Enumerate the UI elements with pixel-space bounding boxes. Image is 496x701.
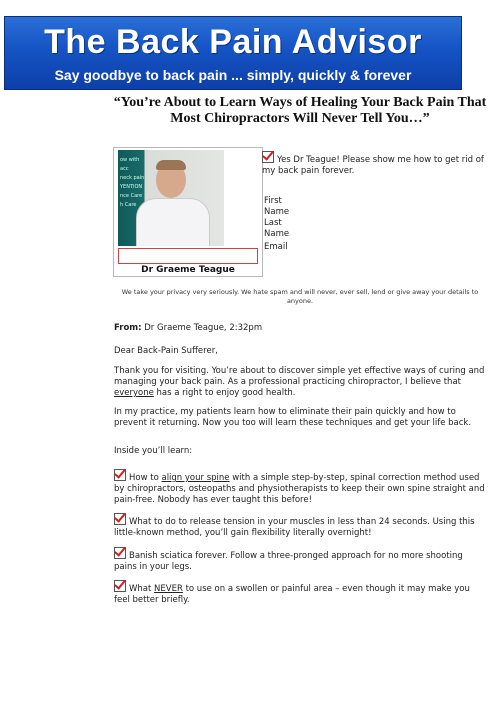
last-name-label: Last Name (264, 218, 290, 239)
bullet-text: with a simple step-by-step, spinal correction method used by chiropractors, osteopaths and physiotherapists to keep their own spine straight and pain-free. Nobody has ever taught this before! (114, 473, 485, 505)
bullet-text: to use on a swollen or painful area – even though it may make you feel better briefly. (114, 584, 470, 605)
p1-text-b: has a right to enjoy good health. (153, 388, 296, 398)
letter-from (114, 323, 486, 334)
photo-background-sign: ow with acc neck pain YENTION nce Care h Care (120, 157, 145, 208)
bullet-text: What (129, 584, 155, 594)
p1-underlined: everyone (114, 388, 154, 398)
checkbox-icon[interactable] (262, 151, 274, 163)
check-icon (114, 547, 126, 559)
bullet-text: How to (129, 473, 162, 483)
site-banner (4, 16, 462, 90)
photo-person-body (136, 198, 210, 246)
check-icon (114, 513, 126, 525)
bullet-item (114, 580, 486, 606)
p1-text-a: Thank you for visiting. You’re about to discover simple yet effective ways of curing and managing your back pain. As a professional practicing chiropractor, I believe that (114, 366, 485, 387)
from-value: Dr Graeme Teague, 2:32pm (144, 323, 263, 333)
bullet-underlined: align your spine (161, 473, 230, 483)
first-name-label: First Name (264, 196, 290, 217)
email-label: Email (264, 242, 288, 252)
salutation: Dear Back-Pain Sufferer, (114, 346, 218, 356)
optin-checkbox-text: Yes Dr Teague! Please show me how to get rid of my back pain forever. (262, 155, 484, 176)
doctor-photo (118, 150, 224, 246)
photo-caption: Dr Graeme Teague (141, 265, 235, 275)
photo-person-hair (156, 160, 186, 170)
letter-paragraph-2: In my practice, my patients learn how to eliminate their pain quickly and how to prevent it returning. Now you too will learn these techniques and get your life back. (114, 407, 472, 428)
bullet-item (114, 513, 486, 539)
bullet-item (114, 547, 486, 573)
bullet-item (114, 469, 486, 506)
check-icon (114, 580, 126, 592)
from-label: From: (114, 323, 142, 333)
optin-checkbox-row[interactable] (262, 151, 484, 177)
privacy-notice: We take your privacy very seriously. We hate spam and will never, ever sell, lend or give away your details to anyone. (121, 288, 479, 305)
banner-title: The Back Pain Advisor (44, 23, 422, 61)
doctor-photo-box (113, 147, 263, 277)
letter-paragraph-1 (114, 366, 486, 399)
bullet-text: Banish sciatica forever. Follow a three-pronged approach for no more shooting pains in your legs. (114, 551, 463, 572)
inside-heading: Inside you’ll learn: (114, 446, 193, 456)
page-headline: “You’re About to Learn Ways of Healing Your Back Pain That Most Chiropractors Will Never Tell You…” (113, 95, 487, 126)
check-icon (114, 469, 126, 481)
banner-tagline: Say goodbye to back pain ... simply, quickly & forever (54, 67, 412, 83)
bullet-underlined: NEVER (154, 584, 183, 594)
optin-name-input[interactable] (118, 248, 258, 264)
bullet-text: What to do to release tension in your muscles in less than 24 seconds. Using this little-known method, you’ll gain flexibility literally overnight! (114, 517, 475, 538)
